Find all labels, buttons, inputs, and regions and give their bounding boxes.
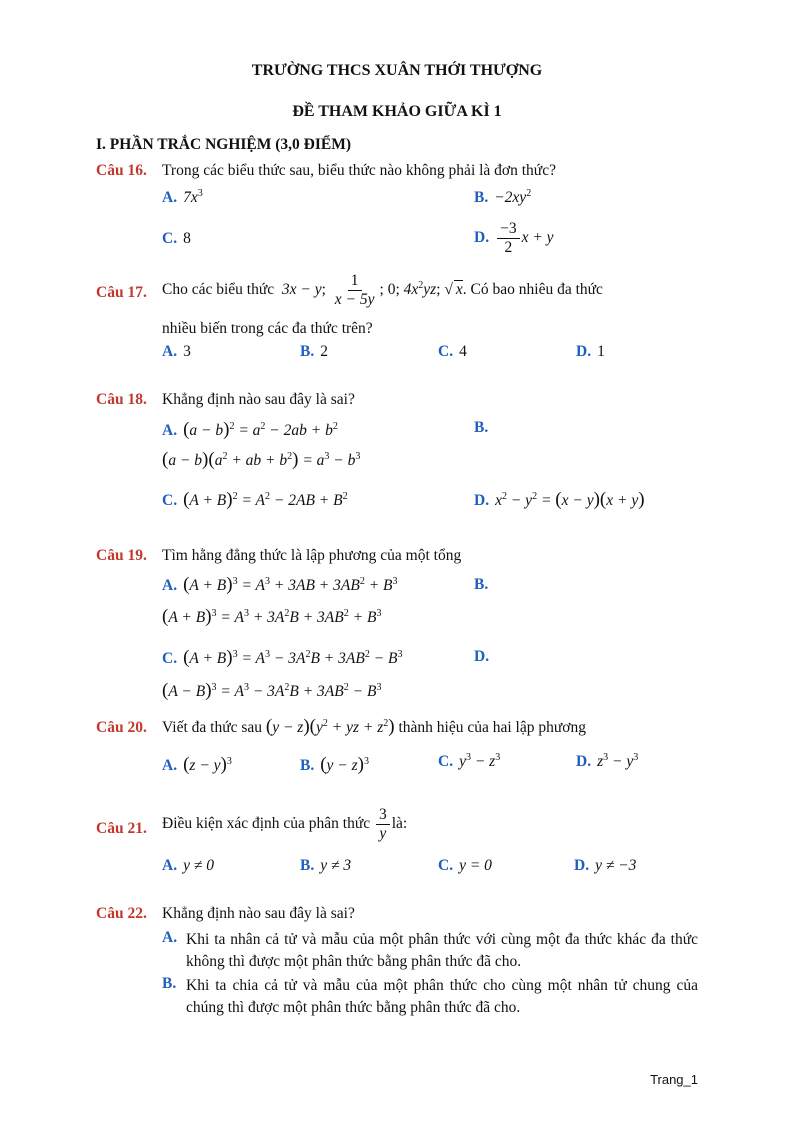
option-letter: C. [438, 753, 454, 771]
option-letter: B. [300, 757, 315, 774]
q21-option-c: C. y = 0 [438, 857, 492, 874]
option-letter: A. [162, 577, 178, 594]
option-letter: C. [162, 230, 178, 247]
q17-option-d [576, 343, 605, 361]
section-heading: I. PHẦN TRẮC NGHIỆM (3,0 ĐIỂM) [96, 136, 352, 153]
option-letter: A. [162, 343, 178, 360]
q21-option-b: B. y ≠ 3 [300, 857, 352, 874]
q19-option-a: A. $(A + B)^3 = A^3 + 3AB + 3AB^2 + B^3$ [162, 574, 398, 595]
option-letter: D. [474, 648, 490, 665]
q18-option-b-formula: $(a - b)(a^2$ + ab + $b^2) = a^3 - b^3$ [162, 449, 361, 470]
q18-option-a: A. $(a - b)^2 = a^2 - 2ab + b^2$ [162, 419, 338, 440]
q18-option-b [474, 419, 494, 437]
q22-option-b-text: Khi ta chia cả tử và mẫu của một phân thức cho cùng một nhân tử chung của chúng thì được một phân thức bằng phân thức đã cho. [186, 977, 698, 1016]
q17-option-b [300, 343, 328, 361]
option-letter: D. [474, 492, 490, 509]
question-19-label: Câu 19. [96, 547, 147, 564]
option-letter: C. [162, 650, 178, 667]
question-18-text: Khẳng định nào sau đây là sai? [162, 391, 355, 408]
question-17-label: Câu 17. [96, 284, 147, 301]
option-letter: A. [162, 189, 178, 207]
option-letter: B. [474, 419, 489, 436]
q22-option-a-letter: A. [162, 929, 178, 946]
q18-option-d: D. $x^2 - y^2 = (x - y)(x + y)$ [474, 489, 645, 510]
option-value: 4 [459, 343, 467, 360]
question-18-label: Câu 18. [96, 391, 147, 408]
q19-option-c: C. $(A + B)^3 = A^3 - 3A^2B + 3AB^2 - B^3$ [162, 647, 403, 668]
q16-option-d: D. $\frac{-3}{2}$ x + y [474, 220, 554, 256]
question-17-tail: . Có bao nhiêu đa thức [462, 280, 603, 298]
q16-option-a: A. $7x^3$ [162, 188, 203, 207]
option-letter: B. [300, 857, 315, 874]
q17-option-a [162, 343, 191, 361]
q19-option-b [474, 576, 494, 594]
question-17-text: Cho các biểu thức 3x − y; $\frac{1}{x - 5y}$ ; 0; $4x^2yz$; √ x. Có bao nhiêu đa thức [162, 272, 603, 308]
question-21-label: Câu 21. [96, 820, 147, 837]
option-letter: C. [438, 343, 454, 360]
question-16-label: Câu 16. [96, 162, 147, 179]
option-letter: B. [474, 576, 489, 593]
question-20-lead: Viết đa thức sau [162, 719, 263, 736]
question-22-label: Câu 22. [96, 905, 147, 922]
question-19-text: Tìm hằng đẳng thức là lập phương của một tổng [162, 547, 462, 564]
option-letter: B. [474, 189, 489, 207]
q20-option-d: D. $z^3 - y^3$ [576, 752, 639, 771]
question-20-tail: thành hiệu của hai lập phương [398, 719, 586, 736]
option-letter: D. [576, 753, 592, 771]
question-20-text: Viết đa thức sau $(y - z)(y^2$ + yz + $z^2$) thành hiệu của hai lập phương [162, 716, 586, 737]
q20-option-b: B. $(y - z)^3$ [300, 754, 369, 775]
q16-option-c [162, 230, 191, 248]
question-21-text: Điều kiện xác định của phân thức $\frac{3}{y}$ là: [162, 806, 408, 842]
option-letter: A. [162, 422, 178, 439]
q17-option-c [438, 343, 467, 361]
question-22-text: Khẳng định nào sau đây là sai? [162, 905, 355, 922]
q16-option-b: B. $-2xy^2$ [474, 188, 532, 207]
q19-option-b-formula: $(A + B)^3 = A^3 + 3A^2B + 3AB^2 + B^3$ [162, 606, 382, 627]
option-letter: C. [438, 857, 454, 874]
question-21-tail: là: [391, 814, 408, 832]
option-value: 2 [320, 343, 328, 360]
option-letter: D. [474, 228, 490, 246]
q20-option-c: C. $y^3 - z^3$ [438, 752, 501, 771]
q19-option-d [474, 648, 495, 666]
q19-option-d-formula: $(A - B)^3 = A^3 - 3A^2B + 3AB^2 - B^3$ [162, 680, 382, 701]
question-17-line2: nhiều biến trong các đa thức trên? [162, 320, 373, 337]
question-21-lead: Điều kiện xác định của phân thức [162, 814, 371, 832]
q18-option-c: C. $(A + B)^2 = A^2 - 2AB + B^2$ [162, 489, 348, 510]
option-letter: C. [162, 492, 178, 509]
q21-option-d: D. y ≠ −3 [574, 857, 637, 874]
q22-option-a-text: Khi ta nhân cả tử và mẫu của một phân thức với cùng một đa thức khác đa thức không thì được một phân thức bằng phân thức đã cho. [186, 931, 698, 970]
question-20-label: Câu 20. [96, 719, 147, 736]
option-value: 1 [597, 343, 605, 360]
question-16-text: Trong các biểu thức sau, biểu thức nào không phải là đơn thức? [162, 162, 556, 179]
option-letter: A. [162, 857, 178, 874]
q21-option-a: A. y ≠ 0 [162, 857, 214, 874]
option-letter: B. [300, 343, 315, 360]
exam-title: ĐỀ THAM KHẢO GIỮA KÌ 1 [292, 103, 502, 120]
option-letter: A. [162, 757, 178, 774]
option-letter: D. [574, 857, 590, 874]
school-title: TRƯỜNG THCS XUÂN THỚI THƯỢNG [251, 62, 543, 79]
option-value: 3 [183, 343, 191, 360]
option-value: 8 [183, 230, 191, 247]
page-number: Trang_1 [650, 1072, 698, 1087]
q20-option-a: A. $(z - y)^3$ [162, 754, 232, 775]
option-letter: D. [576, 343, 592, 360]
question-17-lead: Cho các biểu thức [162, 280, 275, 298]
q22-option-b-letter: B. [162, 975, 177, 992]
